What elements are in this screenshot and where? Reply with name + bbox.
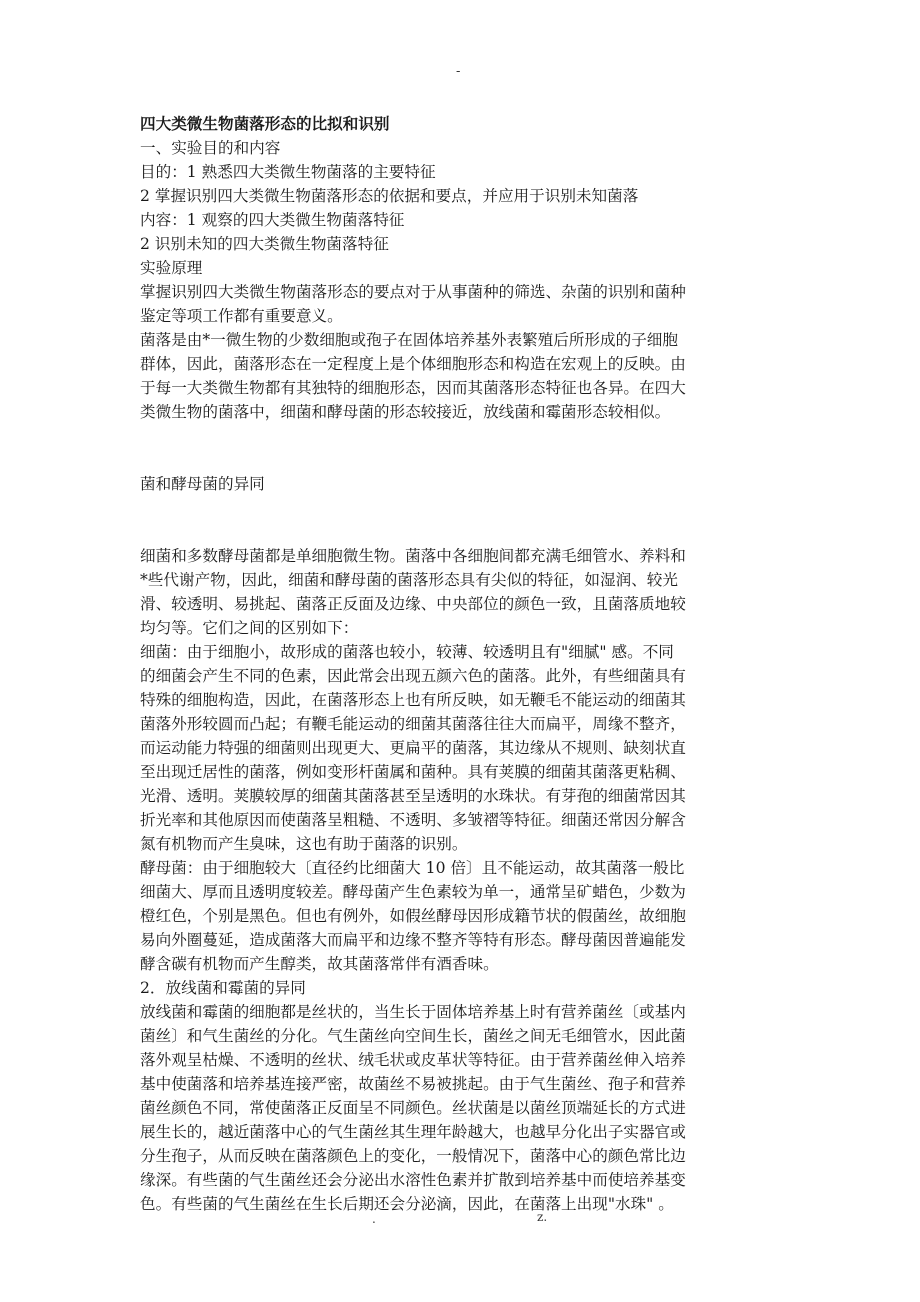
paragraph-line: 光滑、透明。荚膜较厚的细菌其菌落甚至呈透明的水珠状。有芽孢的细菌常因其 (140, 787, 686, 805)
paragraph-line: 内容：1 观察的四大类微生物菌落特征 (140, 211, 405, 229)
section-heading-bacteria-yeast: 菌和酵母菌的异同 (140, 475, 265, 493)
spacer (140, 424, 800, 472)
paragraph-line: 特殊的细胞构造，因此，在菌落形态上也有所反映，如无鞭毛不能运动的细菌其 (140, 691, 686, 709)
section-heading-objectives: 一、实验目的和内容 (140, 139, 281, 157)
paragraph-line: 目的：1 熟悉四大类微生物菌落的主要特征 (140, 163, 436, 181)
paragraph-line: 群体，因此，菌落形态在一定程度上是个体细胞形态和构造在宏观上的反映。由 (140, 355, 686, 373)
paragraph-line: 分生孢子，从而反映在菌落颜色上的变化，一般情况下，菌落中心的颜色常比边 (140, 1147, 686, 1165)
paragraph-line: 鉴定等项工作都有重要意义。 (140, 307, 343, 325)
paragraph-line: 细菌和多数酵母菌都是单细胞微生物。菌落中各细胞间都充满毛细管水、养料和 (140, 547, 686, 565)
paragraph-line: 酵含碳有机物而产生醇类，故其菌落常伴有酒香味。 (140, 955, 499, 973)
paragraph-line: 掌握识别四大类微生物菌落形态的要点对于从事菌种的筛选、杂菌的识别和菌种 (140, 283, 686, 301)
paragraph-line: 放线菌和霉菌的细胞都是丝状的，当生长于固体培养基上时有营养菌丝〔或基内 (140, 1003, 686, 1021)
paragraph-line: 细菌大、厚而且透明度较差。酵母菌产生色素较为单一，通常呈矿蜡色，少数为 (140, 883, 686, 901)
spacer (140, 496, 800, 544)
paragraph-line: 菌落是由*一微生物的少数细胞或孢子在固体培养基外表繁殖后所形成的子细胞 (140, 331, 678, 349)
paragraph-line: 滑、较透明、易挑起、菌落正反面及边缘、中央部位的颜色一致，且菌落质地较 (140, 595, 686, 613)
document-title: 四大类微生物菌落形态的比拟和识别 (140, 114, 390, 133)
paragraph-line: 细菌：由于细胞小，故形成的菌落也较小，较薄、较透明且有"细腻" 感。不同 (140, 643, 674, 661)
paragraph-line: 菌丝颜色不同，常使菌落正反面呈不同颜色。丝状菌是以菌丝顶端延长的方式进 (140, 1099, 686, 1117)
paragraph-line: 而运动能力特强的细菌则出现更大、更扁平的菌落，其边缘从不规则、缺刻状直 (140, 739, 686, 757)
paragraph-line: 橙红色，个别是黑色。但也有例外，如假丝酵母因形成籍节状的假菌丝，故细胞 (140, 907, 686, 925)
paragraph-line: 基中使菌落和培养基连接严密，故菌丝不易被挑起。由于气生菌丝、孢子和营养 (140, 1075, 686, 1093)
paragraph-line: 均匀等。它们之间的区别如下： (140, 619, 359, 637)
section-heading-principle: 实验原理 (140, 259, 203, 277)
section-heading-actinomycetes-molds: 2．放线菌和霉菌的异同 (140, 979, 306, 997)
paragraph-line: 展生长的，越近菌落中心的气生菌丝其生理年龄越大，也越早分化出子实器官或 (140, 1123, 686, 1141)
paragraph-line: 酵母菌：由于细胞较大〔直径约比细菌大 10 倍〕且不能运动，故其菌落一般比 (140, 859, 685, 877)
paragraph-line: *些代谢产物，因此，细菌和酵母菌的菌落形态具有尖似的特征，如湿润、较光 (140, 571, 678, 589)
paragraph-line: 易向外圈蔓延，造成菌落大而扁平和边缘不整齐等特有形态。酵母菌因普遍能发 (140, 931, 686, 949)
paragraph-line: 至出现迁居性的菌落，例如变形杆菌属和菌种。具有荚膜的细菌其菌落更粘稠、 (140, 763, 686, 781)
paragraph-line: 的细菌会产生不同的色素，因此常会出现五颜六色的菌落。此外，有些细菌具有 (140, 667, 686, 685)
paragraph-line: 缘深。有些菌的气生菌丝还会分泌出水溶性色素并扩散到培养基中而使培养基变 (140, 1171, 686, 1189)
paragraph-line: 菌丝〕和气生菌丝的分化。气生菌丝向空间生长，菌丝之间无毛细管水，因此菌 (140, 1027, 686, 1045)
paragraph-line: 类微生物的菌落中，细菌和酵母菌的形态较接近，放线菌和霉菌形态较相似。 (140, 403, 671, 421)
document-body (140, 112, 800, 1216)
page-header-mark: - (456, 64, 461, 79)
paragraph-line: 菌落外形较圆而凸起；有鞭毛能运动的细菌其菌落往往大而扁平，周缘不整齐， (140, 715, 686, 733)
paragraph-line: 2 识别未知的四大类微生物菌落特征 (140, 235, 389, 253)
paragraph-line: 氮有机物而产生臭味，这也有助于菌落的识别。 (140, 835, 468, 853)
paragraph-line: 落外观呈枯燥、不透明的丝状、绒毛状或皮革状等特征。由于营养菌丝伸入培养 (140, 1051, 686, 1069)
paragraph-line: 色。有些菌的气生菌丝在生长后期还会分泌滴，因此，在菌落上出现"水珠" 。 (140, 1195, 674, 1213)
page-footer-right: z. (537, 1210, 548, 1224)
paragraph-line: 于每一大类微生物都有其独特的细胞形态，因而其菌落形态特征也各异。在四大 (140, 379, 686, 397)
paragraph-line: 折光率和其他原因而使菌落呈粗糙、不透明、多皱褶等特征。细菌还常因分解含 (140, 811, 686, 829)
paragraph-line: 2 掌握识别四大类微生物菌落形态的依据和要点，并应用于识别未知菌落 (140, 187, 639, 205)
page-footer-left: . (372, 1212, 376, 1226)
